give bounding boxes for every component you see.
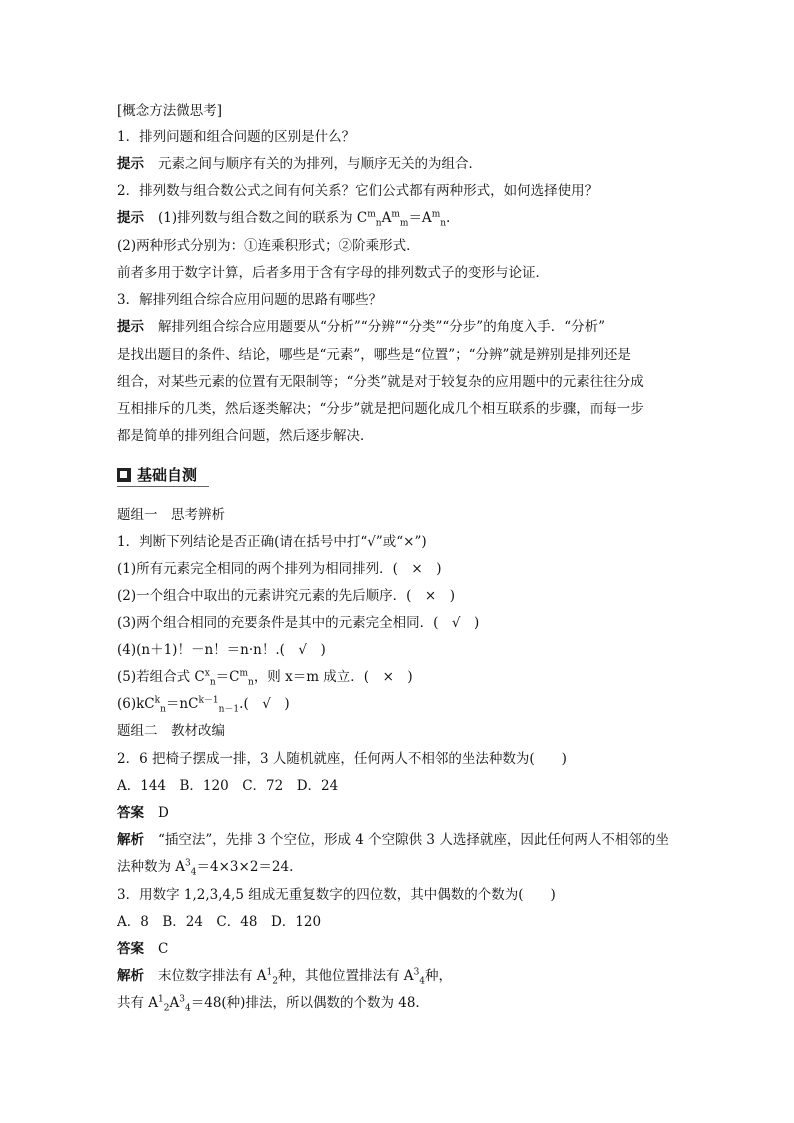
group-1-title: 题组一 思考辨析 (117, 507, 225, 523)
formula-part: ，则 x＝m 成立．( × ) (253, 669, 413, 685)
answer-value: D (158, 805, 169, 821)
concept-heading: [概念方法微思考] (117, 103, 223, 119)
question-3: 3．用数字 1,2,3,4,5 组成无重复数字的四位数，其中偶数的个数为( ) (117, 887, 556, 903)
question-3-options: A．8 B．24 C．48 D．120 (117, 914, 322, 930)
question-2-answer (117, 803, 169, 823)
question-2-options: A．144 B．120 C．72 D．24 (117, 778, 339, 794)
answer-label: 答案 (117, 941, 144, 957)
group-2-title: 题组二 教材改编 (117, 723, 225, 739)
tip-text: 元素之间与顺序有关的为排列，与顺序无关的为组合． (158, 156, 482, 172)
concept-tip-2: 提示 (1)排列数与组合数之间的联系为 $C^m_nA^m_m=A^m_n$. (117, 209, 451, 229)
formula-part: (1)排列数与组合数之间的联系为 C (158, 210, 368, 226)
question-3-answer (117, 939, 168, 959)
judgement-item-1: (1)所有元素完全相同的两个排列为相同排列．( × ) (117, 561, 442, 577)
concept-tip-3-line-5: 都是简单的排列组合问题，然后逐步解决． (117, 428, 374, 444)
tip-label: 提示 (117, 210, 144, 226)
concept-question-1: 1．排列问题和组合问题的区别是什么？ (117, 129, 356, 145)
concept-tip-3-line-4: 互相排斥的几类，然后逐类解决；“分步”就是把问题化成几个相互联系的步骤，而每一步 (117, 401, 644, 417)
concept-tip-3-line-3: 组合，对某些元素的位置有无限制等；“分类”就是对于较复杂的应用题中的元素往往分成 (117, 374, 644, 390)
answer-value: C (158, 941, 169, 957)
formula-part: ＝A (408, 210, 432, 226)
question-2: 2．6 把椅子摆成一排，3 人随机就座，任何两人不相邻的坐法种数为( ) (117, 751, 567, 767)
concept-tip-2-line-2: (2)两种形式分别为：①连乘积形式；②阶乘形式． (117, 238, 420, 254)
question-2-solution-line-2: 法种数为 $A^3_4=4\times 3\times 2=24$. (117, 858, 294, 878)
section-square-icon (117, 468, 131, 482)
judgement-item-6: $(6)kC^k_n=nC^{k-1}_{n-1}$.( √ ) (117, 695, 290, 715)
question-3-solution-line-1: 解析 末位数字排法有 $A^1_2$种，其他位置排法有 $A^3_4$种， (117, 967, 453, 987)
formula-part: 法种数为 A (117, 859, 186, 875)
judgement-item-4: (4)(n＋1)！－n！＝n·n！.( √ ) (117, 642, 326, 658)
formula-part: . (446, 210, 451, 226)
question-2-solution-line-1 (117, 830, 669, 850)
formula-part: ＝48(种)排法，所以偶数的个数为 48. (190, 995, 420, 1011)
formula-part: A (381, 210, 392, 226)
formula-part: .( √ ) (239, 696, 290, 712)
formula-part: 共有 A (117, 995, 159, 1011)
judgement-item-3: (3)两个组合相同的充要条件是其中的元素完全相同．( √ ) (117, 615, 480, 631)
formula-part: ＝4×3×2＝24. (196, 859, 294, 875)
formula-part: (5)若组合式 C (117, 669, 205, 685)
formula-part: ＝C (215, 669, 240, 685)
section-title: 基础自测 (137, 466, 198, 484)
formula-part: 末位数字排法有 A (158, 968, 267, 984)
concept-question-2: 2．排列数与组合数公式之间有何关系？它们公式都有两种形式，如何选择使用？ (117, 183, 599, 199)
concept-tip-3-line-2: 是找出题目的条件、结论，哪些是“元素”，哪些是“位置”；“分辨”就是辨别是排列还是 (117, 347, 631, 363)
section-underline (117, 486, 209, 487)
concept-tip-2-line-3: 前者多用于数字计算，后者多用于含有字母的排列数式子的变形与论证． (117, 265, 549, 281)
answer-label: 答案 (117, 805, 144, 821)
concept-question-3: 3．解排列组合综合应用问题的思路有哪些？ (117, 292, 383, 308)
tip-text: 解排列组合综合应用题要从“分析”“分辨”“分类”“分步”的角度入手．“分析” (158, 319, 606, 335)
solution-label: 解析 (117, 832, 144, 848)
judgement-item-2: (2)一个组合中取出的元素讲究元素的先后顺序．( × ) (117, 588, 455, 604)
tip-label: 提示 (117, 319, 144, 335)
formula-part: 种， (425, 968, 453, 984)
section-header (117, 463, 209, 487)
solution-text: “插空法”，先排 3 个空位，形成 4 个空隙供 3 人选择就座，因此任何两人不相邻的坐 (158, 832, 669, 848)
formula-part: (6)kC (117, 696, 155, 712)
concept-tip-1 (117, 154, 482, 174)
tip-label: 提示 (117, 156, 144, 172)
formula-part: ＝nC (165, 696, 199, 712)
solution-label: 解析 (117, 968, 144, 984)
formula-part: 种，其他位置排法有 A (278, 968, 414, 984)
concept-tip-3-line-1 (117, 317, 605, 337)
formula-part: A (169, 995, 180, 1011)
judgement-item-5: (5)若组合式 $C^x_n=C^m_n$，则 x＝m 成立．( × ) (117, 668, 413, 688)
group-1-question: 1．判断下列结论是否正确(请在括号中打“√”或“×”) (117, 534, 427, 550)
question-3-solution-line-2: 共有 $A^1_2A^3_4=48$(种)排法，所以偶数的个数为 48. (117, 994, 420, 1014)
